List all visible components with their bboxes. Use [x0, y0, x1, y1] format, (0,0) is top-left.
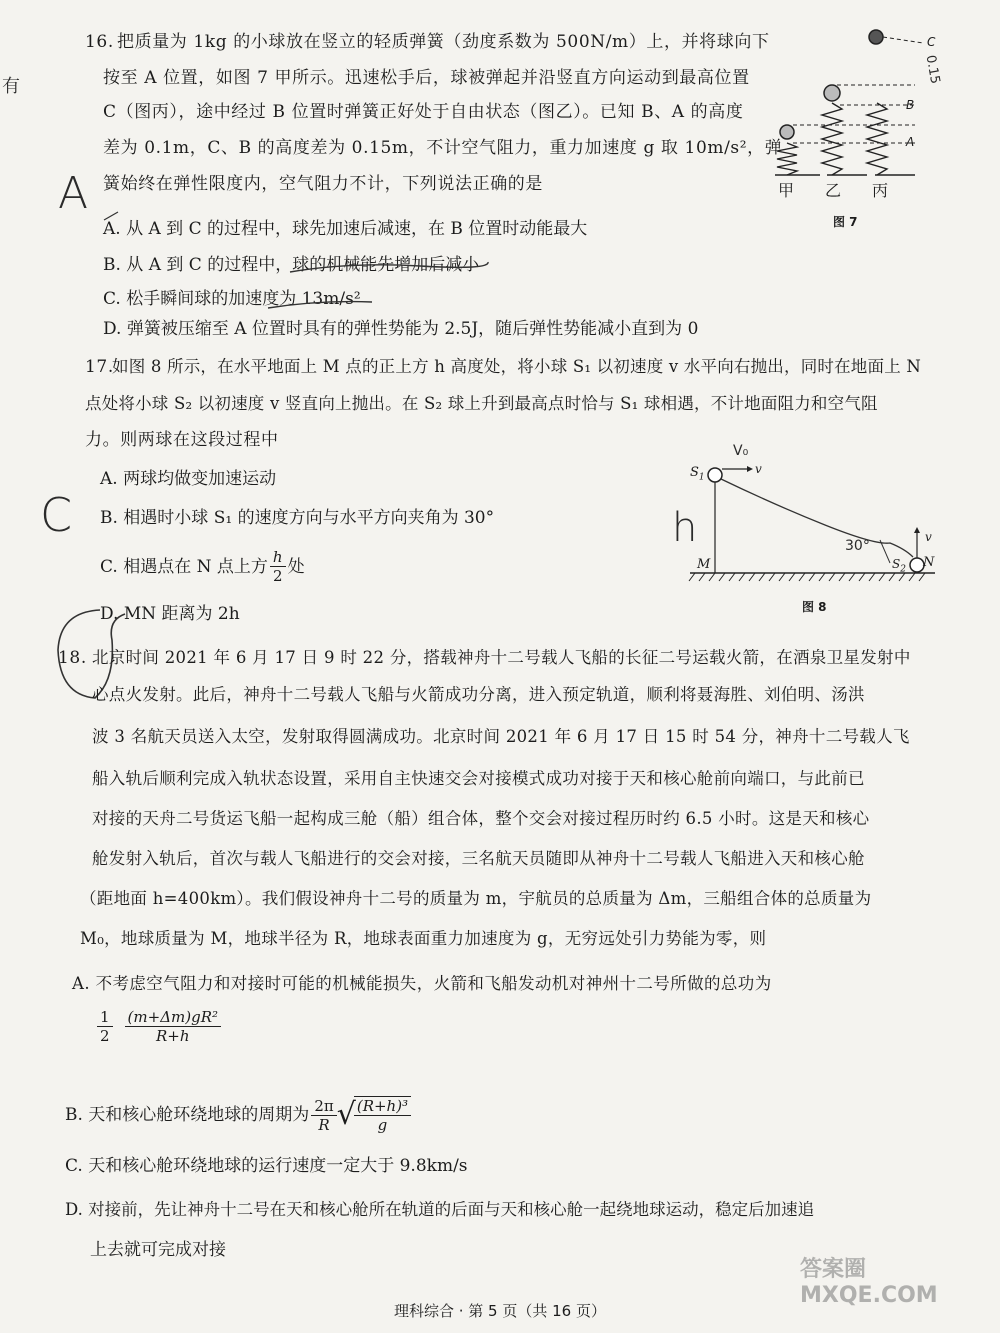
- q18-a-half-den: 2: [100, 1027, 110, 1045]
- spring-jia: [777, 125, 797, 175]
- q18-b-root-num: (R+h)³: [354, 1097, 411, 1116]
- q16-handwritten-answer: A: [58, 168, 89, 219]
- q17-option-d: D. MN 距离为 2h: [100, 604, 240, 624]
- q17-line-3: 力。则两球在这段过程中: [85, 430, 279, 450]
- q18-line-7: （距地面 h=400km）。我们假设神舟十二号的质量为 m，宇航员的总质量为 Δm，三船组合体的总质量为: [80, 889, 872, 908]
- q17-option-c-den: 2: [272, 567, 283, 585]
- q18-option-b: [65, 1096, 413, 1134]
- q18-line-8: M₀，地球质量为 M，地球半径为 R，地球表面重力加速度为 g，无穷远处引力势能为零，则: [80, 929, 767, 948]
- q18-line-6: 舱发射入轨后，首次与载人飞船进行的交会对接，三名航天员随即从神舟十二号载人飞船进入天和核心舱: [92, 849, 865, 868]
- page-footer: 理科综合 · 第 5 页（共 16 页）: [393, 1302, 606, 1320]
- fig7-label-yi: 乙: [825, 181, 842, 200]
- q18-option-d-line-2: 上去就可完成对接: [90, 1240, 226, 1260]
- q16-number: 16.: [85, 32, 114, 52]
- q17-line-1: 如图 8 所示，在水平地面上 M 点的正上方 h 高度处，将小球 S₁ 以初速度 v 水平向右抛出，同时在地面上 N: [112, 357, 921, 376]
- fig8-s1-letter: S: [690, 465, 699, 480]
- fig8-hand-h: h: [672, 505, 698, 551]
- spring-yi: [822, 85, 842, 175]
- fig7-point-c: C: [927, 35, 936, 49]
- q16-option-d: D. 弹簧被压缩至 A 位置时具有的弹性势能为 2.5J，随后弹性势能减小直到为 0: [103, 319, 699, 339]
- q16-line-5: 簧始终在弹性限度内，空气阻力不计，下列说法正确的是: [103, 174, 543, 194]
- fig8-m-label: M: [697, 557, 711, 572]
- q16-line-2: 按至 A 位置，如图 7 甲所示。迅速松手后，球被弹起并沿竖直方向运动到最高位置: [103, 68, 750, 88]
- fig7-point-b: B: [906, 98, 915, 112]
- fig7-label-bing: 丙: [872, 181, 889, 200]
- q17-option-a: A. 两球均做变加速运动: [100, 469, 277, 489]
- q17-option-b: B. 相遇时小球 S₁ 的速度方向与水平方向夹角为 30°: [100, 508, 495, 528]
- q16-line-1: 把质量为 1kg 的小球放在竖立的轻质弹簧（劲度系数为 500N/m）上，并将球向下: [117, 32, 770, 52]
- q18-line-5: 对接的天舟二号货运飞船一起构成三舱（船）组合体，整个交会对接过程历时约 6.5 小时。这是天和核心: [92, 809, 870, 828]
- q18-b-root: [354, 1096, 411, 1134]
- fig8-v-top: v: [755, 462, 762, 476]
- q18-option-c: C. 天和核心舱环绕地球的运行速度一定大于 9.8km/s: [65, 1156, 468, 1176]
- q18-a-main-num: (m+Δm)gR²: [125, 1008, 221, 1027]
- spring-bing: [867, 103, 887, 175]
- q17-option-c-prefix: C. 相遇点在 N 点上方: [100, 556, 268, 577]
- q18-b-coef-num: 2π: [311, 1097, 336, 1116]
- fig8-n-label: N: [923, 555, 935, 570]
- fig8-s2-label: [892, 557, 906, 574]
- q18-option-a: A. 不考虑空气阻力和对接时可能的机械能损失，火箭和飞船发动机对神州十二号所做的总功为: [72, 974, 772, 993]
- q18-b-sqrt-sign: √: [336, 1097, 356, 1132]
- q18-b-coef: [311, 1097, 336, 1134]
- q18-option-b-text: B. 天和核心舱环绕地球的周期为: [65, 1105, 310, 1125]
- q17-number: 17.: [85, 357, 114, 377]
- q16-option-b: B. 从 A 到 C 的过程中，球的机械能先增加后减小: [103, 255, 480, 275]
- fig8-hand-30: 30°: [845, 538, 870, 554]
- q17-option-c-fraction: [270, 548, 286, 585]
- figure-8: [685, 445, 945, 595]
- q18-a-main: [125, 1008, 221, 1045]
- q17-option-c: [100, 548, 305, 585]
- fig8-caption: 图 8: [802, 600, 827, 614]
- fig8-s1-sub: 1: [698, 472, 705, 483]
- q18-line-2: 心点火发射。此后，神舟十二号载人飞船与火箭成功分离，进入预定轨道，顺利将聂海胜、刘伯明、汤洪: [92, 685, 865, 704]
- fig8-s1-label: [690, 465, 705, 483]
- q18-a-main-den: R+h: [156, 1027, 190, 1045]
- q18-a-half: [97, 1008, 113, 1045]
- q17-line-2: 点处将小球 S₂ 以初速度 v 竖直向上抛出。在 S₂ 球上升到最高点时恰与 S₁ 球相遇，不计地面阻力和空气阻: [85, 394, 878, 413]
- fig8-s2-letter: S: [892, 557, 901, 571]
- fig8-v-up: v: [925, 530, 932, 544]
- fig7-label-jia: 甲: [778, 181, 795, 200]
- fig8-s2-sub: 2: [900, 564, 906, 575]
- q18-b-coef-den: R: [318, 1115, 330, 1134]
- fig7-caption: 图 7: [833, 215, 858, 229]
- q17-handwritten-answer: C: [40, 488, 73, 542]
- q16-option-a: A. 从 A 到 C 的过程中，球先加速后减速，在 B 位置时动能最大: [103, 219, 588, 239]
- q18-b-root-den: g: [377, 1116, 388, 1134]
- q18-line-3: 波 3 名航天员送入太空，发射取得圆满成功。北京时间 2021 年 6 月 17 日 15 时 54 分，神舟十二号载人飞: [92, 727, 910, 746]
- q17-option-c-num: h: [270, 548, 286, 567]
- q16-line-4: 差为 0.1m，C、B 的高度差为 0.15m，不计空气阻力，重力加速度 g 取 10m/s²，弹: [103, 138, 783, 158]
- q18-line-4: 船入轨后顺利完成入轨状态设置，采用自主快速交会对接模式成功对接于天和核心舱前向端口，与此前已: [92, 769, 865, 788]
- q18-number: 18.: [58, 648, 87, 668]
- margin-note: 有: [2, 76, 20, 97]
- q18-option-a-formula: [95, 1008, 223, 1045]
- fig8-hand-v0: V₀: [733, 443, 749, 459]
- watermark-logo: 答案圈 MXQE.COM: [800, 1257, 938, 1308]
- q18-line-1: 北京时间 2021 年 6 月 17 日 9 时 22 分，搭载神舟十二号载人飞船的长征二号运载火箭，在酒泉卫星发射中: [92, 648, 911, 667]
- q16-line-3: C（图丙），途中经过 B 位置时弹簧正好处于自由状态（图乙）。已知 B、A 的高度: [103, 102, 744, 122]
- q18-option-d-line-1: D. 对接前，先让神舟十二号在天和核心舱所在轨道的后面与天和核心舱一起绕地球运动，稳定后加速追: [65, 1200, 815, 1219]
- fig7-hand-note: 0.15: [922, 53, 943, 86]
- q18-a-half-num: 1: [97, 1008, 113, 1027]
- q17-option-c-suffix: 处: [287, 556, 305, 577]
- q16-option-c: C. 松手瞬间球的加速度为 13m/s²: [103, 289, 361, 309]
- fig7-point-a: A: [906, 135, 915, 149]
